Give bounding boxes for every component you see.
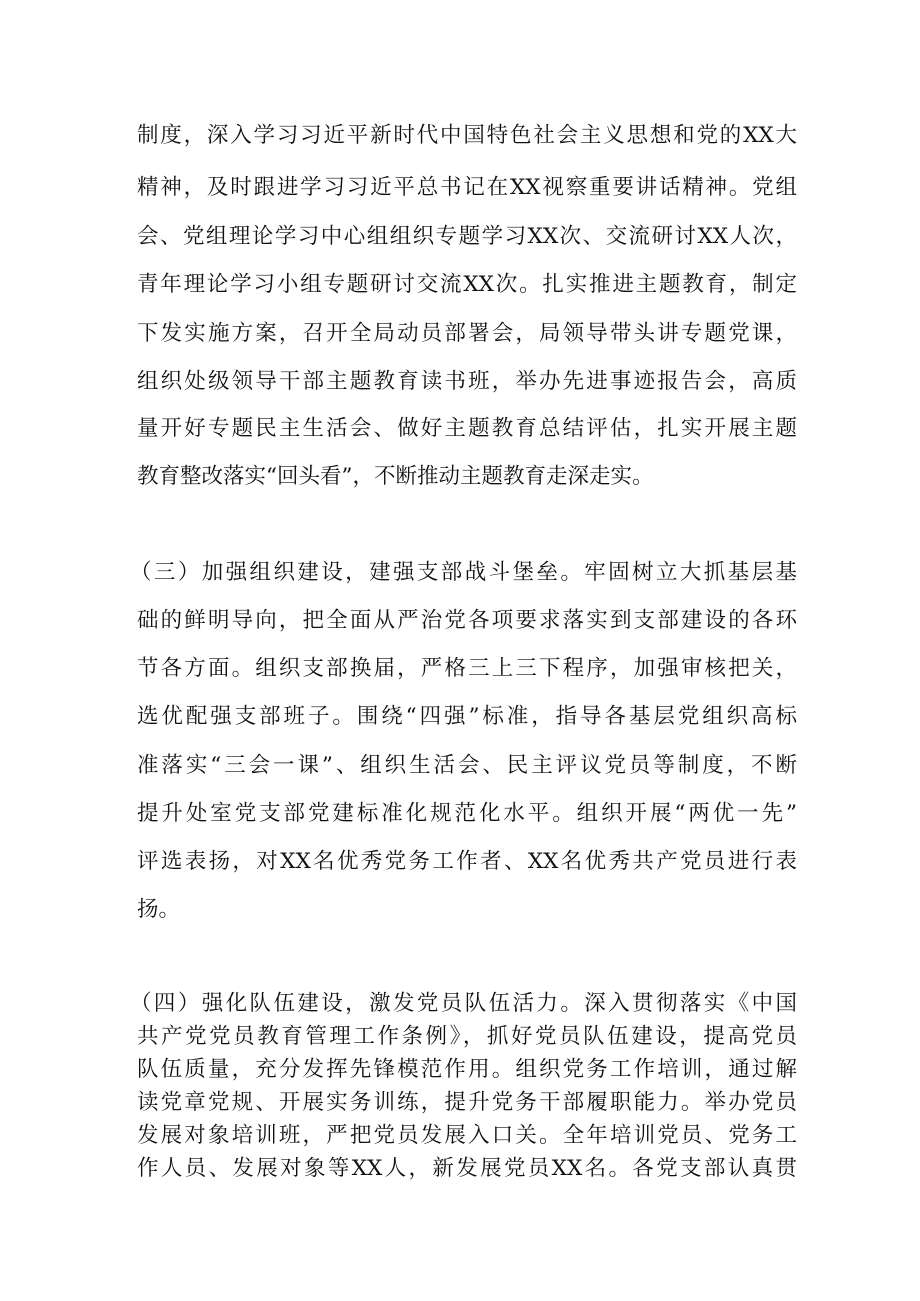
text-line: 准落实“三会一课”、组织生活会、民主评议党员等制度，不断: [137, 753, 797, 778]
text-line: 评选表扬，对XX名优秀党务工作者、XX名优秀共产党员进行表: [137, 849, 797, 874]
text-line: 精神，及时跟进学习习近平总书记在XX视察重要讲话精神。党组: [137, 175, 797, 200]
text-line: （三）加强组织建设，建强支部战斗堡垒。牢固树立大抓基层基: [130, 560, 797, 585]
text-line: 教育整改落实“回头看”，不断推动主题教育走深走实。: [137, 464, 654, 489]
text-line: 下发实施方案，召开全局动员部署会，局领导带头讲专题党课，: [137, 321, 797, 346]
text-line: 制度，深入学习习近平新时代中国特色社会主义思想和党的XX大: [137, 123, 797, 148]
text-line: 青年理论学习小组专题研讨交流XX次。扎实推进主题教育，制定: [137, 272, 797, 297]
text-line: 提升处室党支部党建标准化规范化水平。组织开展“两优一先”: [137, 801, 797, 826]
text-line: 作人员、发展对象等XX人，新发展党员XX名。各党支部认真贯: [137, 1156, 797, 1181]
text-line: （四）强化队伍建设，激发党员队伍活力。深入贯彻落实《中国: [130, 991, 797, 1016]
text-line: 量开好专题民主生活会、做好主题教育总结评估，扎实开展主题: [137, 416, 797, 441]
text-line: 节各方面。组织支部换届，严格三上三下程序，加强审核把关，: [137, 656, 797, 681]
text-line: 发展对象培训班，严把党员发展入口关。全年培训党员、党务工: [137, 1123, 797, 1148]
text-line: 共产党党员教育管理工作条例》，抓好党员队伍建设，提高党员: [137, 1024, 797, 1049]
text-line: 组织处级领导干部主题教育读书班，举办先进事迹报告会，高质: [137, 369, 797, 394]
text-line: 队伍质量，充分发挥先锋模范作用。组织党务工作培训，通过解: [137, 1057, 797, 1082]
text-line: 会、党组理论学习中心组组织专题学习XX次、交流研讨XX人次，: [137, 224, 797, 249]
text-line: 础的鲜明导向，把全面从严治党各项要求落实到支部建设的各环: [137, 608, 797, 633]
text-line: 选优配强支部班子。围绕“四强”标准，指导各基层党组织高标: [137, 704, 797, 729]
text-line: 扬。: [137, 897, 181, 922]
text-line: 读党章党规、开展实务训练，提升党务干部履职能力。举办党员: [137, 1090, 797, 1115]
